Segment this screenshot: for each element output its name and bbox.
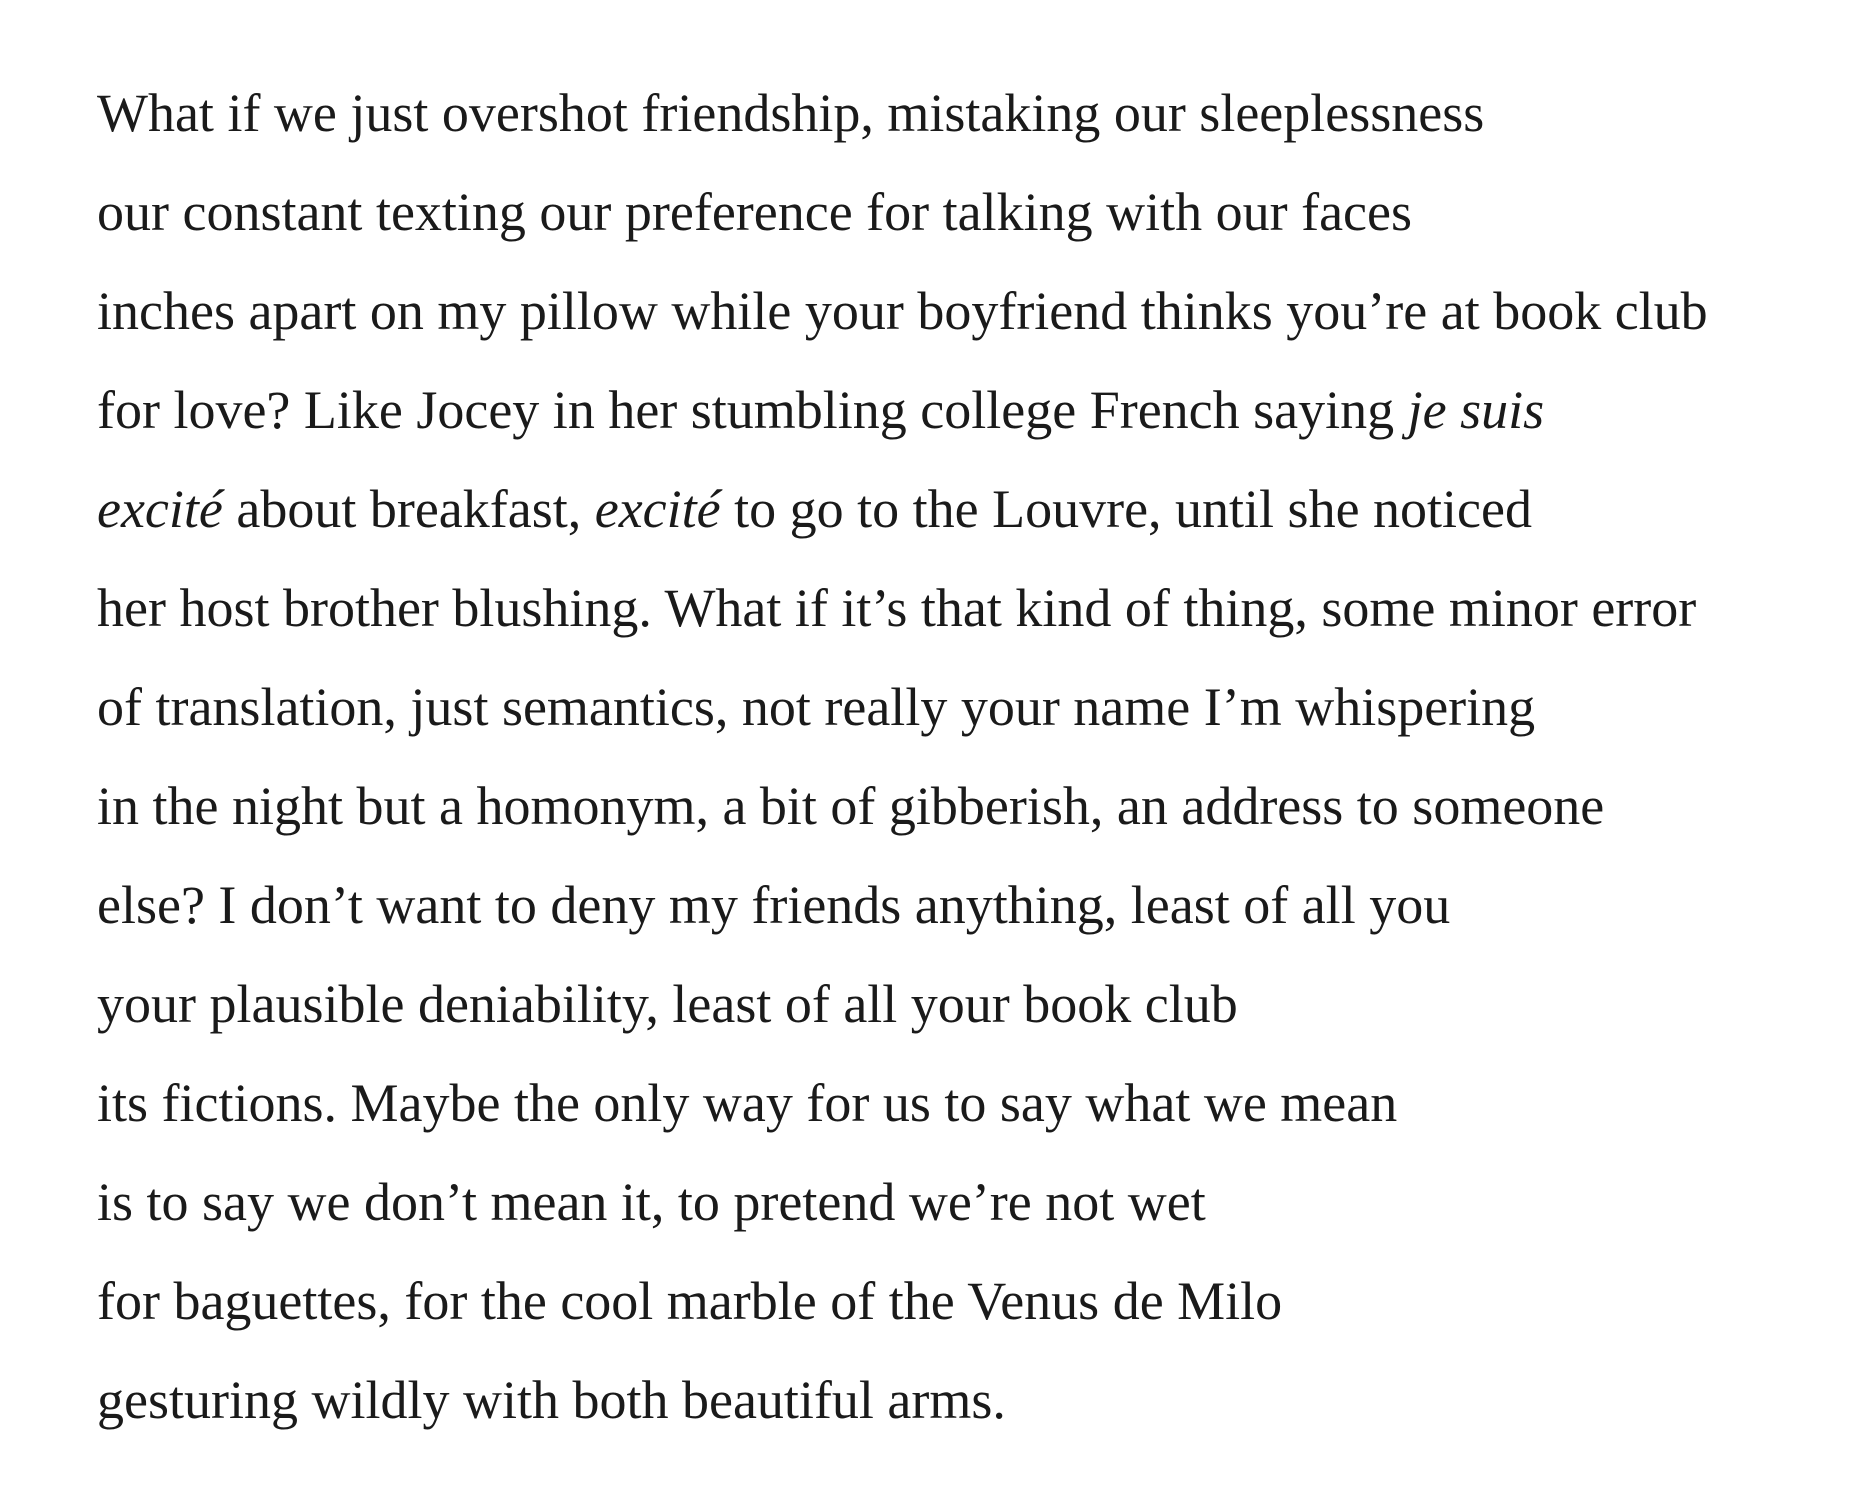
- poem-line: [97, 1252, 1837, 1351]
- poem-line: [97, 64, 1837, 163]
- poem-line: [97, 1153, 1837, 1252]
- poem-line-italic-segment: excité: [594, 479, 721, 539]
- poem-text: [97, 64, 1837, 1450]
- poem-line: [97, 559, 1837, 658]
- poem-line-segment: What if we just overshot friendship, mistaking our sleeplessness: [97, 83, 1485, 143]
- poem-line-segment: about breakfast,: [222, 479, 595, 539]
- poem-line-italic-segment: excité: [97, 479, 223, 539]
- poem-line-segment: else? I don’t want to deny my friends anything, least of all you: [97, 875, 1451, 935]
- poem-line-segment: gesturing wildly with both beautiful arms.: [97, 1370, 1006, 1430]
- poem-line-segment: your plausible deniability, least of all your book club: [97, 974, 1238, 1034]
- poem-line: [97, 1054, 1837, 1153]
- poem-line-segment: for baguettes, for the cool marble of the Venus de Milo: [97, 1271, 1283, 1331]
- poem-line-segment: to go to the Louvre, until she noticed: [720, 479, 1532, 539]
- poem-line: [97, 757, 1837, 856]
- poem-line-italic-segment: je suis: [1407, 380, 1545, 440]
- poem-line-segment: her host brother blushing. What if it’s that kind of thing, some minor error: [97, 578, 1697, 638]
- poem-line-segment: our constant texting our preference for talking with our faces: [97, 182, 1413, 242]
- poem-line-segment: inches apart on my pillow while your boyfriend thinks you’re at book club: [97, 281, 1708, 341]
- poem-line-segment: its fictions. Maybe the only way for us to say what we mean: [97, 1073, 1398, 1133]
- poem-line: [97, 1351, 1837, 1450]
- poem-line: [97, 658, 1837, 757]
- poem-line: [97, 262, 1837, 361]
- poem-line-segment: for love? Like Jocey in her stumbling college French saying: [97, 380, 1408, 440]
- poem-line: [97, 460, 1837, 559]
- poem-line: [97, 361, 1837, 460]
- poem-line-segment: is to say we don’t mean it, to pretend we’re not wet: [97, 1172, 1206, 1232]
- poem-line-segment: in the night but a homonym, a bit of gibberish, an address to someone: [97, 776, 1605, 836]
- poem-line: [97, 856, 1837, 955]
- poem-line-segment: of translation, just semantics, not really your name I’m whispering: [97, 677, 1536, 737]
- poem-line: [97, 955, 1837, 1054]
- poem-line: [97, 163, 1837, 262]
